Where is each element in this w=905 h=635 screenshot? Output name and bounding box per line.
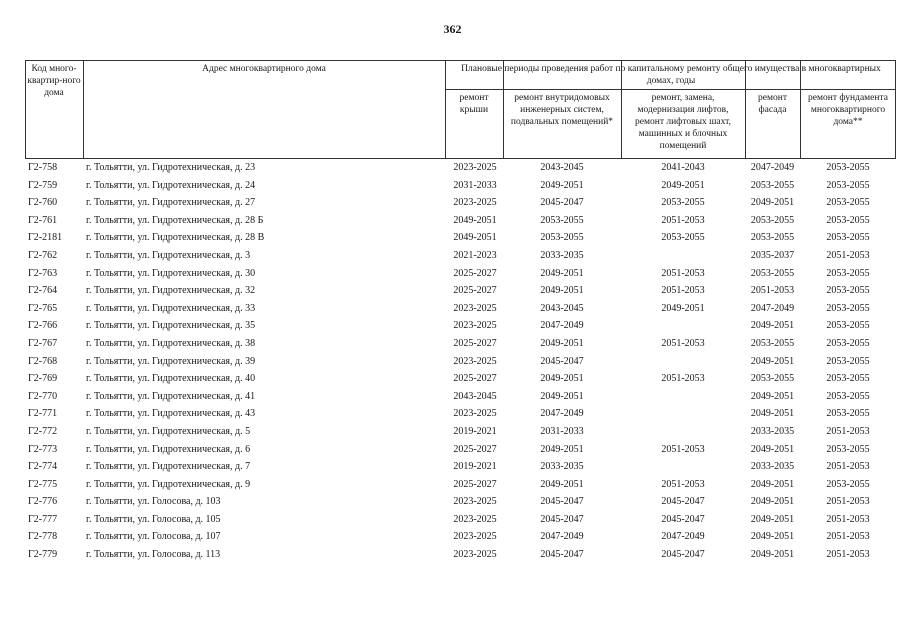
cell-lifts: 2053-2055 xyxy=(661,232,705,244)
table-row xyxy=(25,458,896,476)
cell-code: Г2-2181 xyxy=(28,232,63,244)
cell-code: Г2-759 xyxy=(28,179,58,191)
table-row xyxy=(25,370,896,388)
cell-address: г. Тольятти, ул. Гидротехническая, д. 3 xyxy=(86,249,251,261)
cell-address: г. Тольятти, ул. Гидротехническая, д. 23 xyxy=(86,162,256,173)
table-row xyxy=(25,353,896,371)
cell-engineering: 2053-2055 xyxy=(540,232,584,244)
cell-code: Г2-768 xyxy=(28,355,58,367)
cell-code: Г2-767 xyxy=(28,337,58,349)
table-body xyxy=(25,159,896,564)
cell-address: г. Тольятти, ул. Гидротехническая, д. 41 xyxy=(86,390,256,402)
header-lifts: ремонт, замена, модернизация лифтов, ремонт лифтовых шахт, машинных и блочных помещений xyxy=(635,93,731,151)
cell-code: Г2-774 xyxy=(28,461,58,473)
cell-code: Г2-773 xyxy=(28,443,58,455)
cell-address: г. Тольятти, ул. Гидротехническая, д. 35 xyxy=(86,320,256,332)
cell-engineering: 2031-2033 xyxy=(540,425,584,437)
cell-facade: 2049-2051 xyxy=(750,320,795,332)
cell-address: г. Тольятти, ул. Гидротехническая, д. 5 xyxy=(86,425,251,437)
cell-address: г. Тольятти, ул. Гидротехническая, д. 27 xyxy=(86,197,256,209)
cell-engineering: 2049-2051 xyxy=(540,478,584,490)
cell-roof: 2049-2051 xyxy=(453,214,497,226)
table-row xyxy=(25,441,896,459)
cell-foundation: 2053-2055 xyxy=(826,320,870,332)
cell-code: Г2-779 xyxy=(28,549,58,561)
cell-lifts: 2051-2053 xyxy=(661,478,705,490)
header-engineering: ремонт внутридомовых инженерных систем, подвальных помещений* xyxy=(510,93,614,127)
cell-address: г. Тольятти, ул. Гидротехническая, д. 6 xyxy=(86,443,251,455)
cell-facade: 2033-2035 xyxy=(750,461,795,473)
table-row xyxy=(25,423,896,441)
cell-facade: 2049-2051 xyxy=(750,513,795,525)
cell-code: Г2-772 xyxy=(28,425,58,437)
table-row xyxy=(25,388,896,406)
table-row xyxy=(25,229,896,247)
cell-code: Г2-766 xyxy=(28,320,58,332)
cell-lifts: 2053-2055 xyxy=(661,197,705,209)
cell-engineering: 2043-2045 xyxy=(540,162,584,173)
cell-roof: 2019-2021 xyxy=(453,425,497,437)
cell-lifts: 2051-2053 xyxy=(661,443,705,455)
cell-address: г. Тольятти, ул. Гидротехническая, д. 30 xyxy=(86,267,256,279)
table-row xyxy=(25,247,896,265)
cell-facade: 2033-2035 xyxy=(750,425,795,437)
cell-engineering: 2049-2051 xyxy=(540,179,584,191)
table-row xyxy=(25,335,896,353)
capital-repair-schedule-table xyxy=(25,60,896,564)
cell-lifts: 2051-2053 xyxy=(661,267,705,279)
cell-lifts: 2045-2047 xyxy=(661,496,705,508)
cell-code: Г2-771 xyxy=(28,408,58,420)
cell-roof: 2019-2021 xyxy=(453,461,497,473)
cell-facade: 2053-2055 xyxy=(750,232,795,244)
cell-code: Г2-769 xyxy=(28,373,58,385)
cell-address: г. Тольятти, ул. Голосова, д. 107 xyxy=(86,531,221,543)
cell-lifts: 2049-2051 xyxy=(661,179,705,191)
table-row xyxy=(25,493,896,511)
cell-engineering: 2045-2047 xyxy=(540,513,584,525)
page-number: 362 xyxy=(443,22,462,36)
cell-lifts: 2051-2053 xyxy=(661,373,705,385)
cell-roof: 2025-2027 xyxy=(453,478,497,490)
table-row xyxy=(25,265,896,283)
header-facade: ремонт фасада xyxy=(758,93,787,115)
header-periods: Плановые периоды проведения работ по капитальному ремонту общего имущества в многоквартирных домах, годы xyxy=(461,64,881,86)
header-address: Адрес многоквартирного дома xyxy=(202,64,326,74)
cell-lifts: 2051-2053 xyxy=(661,337,705,349)
cell-engineering: 2045-2047 xyxy=(540,197,584,209)
cell-facade: 2053-2055 xyxy=(750,267,795,279)
cell-foundation: 2053-2055 xyxy=(826,179,870,191)
cell-address: г. Тольятти, ул. Гидротехническая, д. 32 xyxy=(86,285,256,297)
cell-address: г. Тольятти, ул. Гидротехническая, д. 7 xyxy=(86,461,251,473)
cell-address: г. Тольятти, ул. Гидротехническая, д. 39 xyxy=(86,355,256,367)
cell-code: Г2-770 xyxy=(28,390,58,402)
header-roof: ремонт крыши xyxy=(459,93,489,115)
cell-facade: 2049-2051 xyxy=(750,408,795,420)
cell-facade: 2049-2051 xyxy=(750,496,795,508)
cell-lifts: 2051-2053 xyxy=(661,285,705,297)
cell-lifts: 2047-2049 xyxy=(661,531,705,543)
cell-foundation: 2053-2055 xyxy=(826,373,870,385)
cell-address: г. Тольятти, ул. Голосова, д. 103 xyxy=(86,496,221,508)
cell-facade: 2049-2051 xyxy=(750,549,795,561)
cell-address: г. Тольятти, ул. Гидротехническая, д. 38 xyxy=(86,337,256,349)
cell-code: Г2-778 xyxy=(28,531,58,543)
cell-roof: 2023-2025 xyxy=(453,197,497,209)
cell-engineering: 2045-2047 xyxy=(540,355,584,367)
cell-address: г. Тольятти, ул. Гидротехническая, д. 33 xyxy=(86,302,256,314)
cell-foundation: 2053-2055 xyxy=(826,162,870,173)
header-foundation: ремонт фундамента многоквартирного дома** xyxy=(808,93,888,127)
cell-engineering: 2049-2051 xyxy=(540,337,584,349)
cell-facade: 2035-2037 xyxy=(750,249,795,261)
cell-roof: 2021-2023 xyxy=(453,249,497,261)
cell-facade: 2049-2051 xyxy=(750,355,795,367)
cell-lifts: 2041-2043 xyxy=(661,162,705,173)
cell-roof: 2023-2025 xyxy=(453,531,497,543)
cell-address: г. Тольятти, ул. Гидротехническая, д. 24 xyxy=(86,179,256,191)
cell-roof: 2023-2025 xyxy=(453,355,497,367)
cell-code: Г2-758 xyxy=(28,162,58,173)
cell-foundation: 2053-2055 xyxy=(826,355,870,367)
cell-engineering: 2045-2047 xyxy=(540,549,584,561)
cell-facade: 2049-2051 xyxy=(750,531,795,543)
cell-lifts: 2051-2053 xyxy=(661,214,705,226)
cell-facade: 2049-2051 xyxy=(750,443,795,455)
cell-roof: 2023-2025 xyxy=(453,408,497,420)
cell-roof: 2023-2025 xyxy=(453,549,497,561)
cell-lifts: 2045-2047 xyxy=(661,549,705,561)
cell-foundation: 2053-2055 xyxy=(826,302,870,314)
cell-roof: 2025-2027 xyxy=(453,267,497,279)
cell-engineering: 2049-2051 xyxy=(540,285,584,297)
cell-engineering: 2049-2051 xyxy=(540,390,584,402)
cell-roof: 2043-2045 xyxy=(453,390,497,402)
cell-foundation: 2053-2055 xyxy=(826,232,870,244)
cell-engineering: 2047-2049 xyxy=(540,320,584,332)
cell-foundation: 2053-2055 xyxy=(826,443,870,455)
cell-facade: 2053-2055 xyxy=(750,214,795,226)
cell-code: Г2-776 xyxy=(28,496,58,508)
cell-foundation: 2051-2053 xyxy=(826,513,870,525)
cell-foundation: 2053-2055 xyxy=(826,197,870,209)
cell-roof: 2049-2051 xyxy=(453,232,497,244)
cell-roof: 2031-2033 xyxy=(453,179,497,191)
cell-lifts: 2049-2051 xyxy=(661,302,705,314)
cell-facade: 2053-2055 xyxy=(750,179,795,191)
cell-foundation: 2051-2053 xyxy=(826,249,870,261)
cell-code: Г2-777 xyxy=(28,513,58,525)
cell-engineering: 2049-2051 xyxy=(540,443,584,455)
cell-facade: 2047-2049 xyxy=(750,162,795,173)
cell-engineering: 2033-2035 xyxy=(540,249,584,261)
cell-code: Г2-762 xyxy=(28,249,58,261)
cell-roof: 2025-2027 xyxy=(453,337,497,349)
cell-lifts: 2045-2047 xyxy=(661,513,705,525)
table-row xyxy=(25,317,896,335)
cell-foundation: 2053-2055 xyxy=(826,408,870,420)
table-row xyxy=(25,159,896,177)
cell-address: г. Тольятти, ул. Голосова, д. 113 xyxy=(86,549,221,561)
cell-foundation: 2051-2053 xyxy=(826,496,870,508)
cell-foundation: 2053-2055 xyxy=(826,478,870,490)
cell-foundation: 2053-2055 xyxy=(826,285,870,297)
table-row xyxy=(25,476,896,494)
cell-code: Г2-765 xyxy=(28,302,58,314)
cell-roof: 2025-2027 xyxy=(453,373,497,385)
cell-foundation: 2051-2053 xyxy=(826,531,870,543)
cell-address: г. Тольятти, ул. Голосова, д. 105 xyxy=(86,513,221,525)
cell-roof: 2025-2027 xyxy=(453,443,497,455)
cell-foundation: 2051-2053 xyxy=(826,549,870,561)
cell-engineering: 2047-2049 xyxy=(540,531,584,543)
cell-address: г. Тольятти, ул. Гидротехническая, д. 28 В xyxy=(86,232,265,244)
table-row xyxy=(25,511,896,529)
cell-roof: 2023-2025 xyxy=(453,302,497,314)
header-code: Код много-квартир-ного дома xyxy=(27,64,81,98)
cell-facade: 2049-2051 xyxy=(750,390,795,402)
cell-foundation: 2051-2053 xyxy=(826,425,870,437)
cell-code: Г2-760 xyxy=(28,197,58,209)
cell-address: г. Тольятти, ул. Гидротехническая, д. 43 xyxy=(86,408,256,420)
cell-facade: 2053-2055 xyxy=(750,337,795,349)
cell-engineering: 2053-2055 xyxy=(540,214,584,226)
cell-foundation: 2051-2053 xyxy=(826,461,870,473)
cell-roof: 2023-2025 xyxy=(453,320,497,332)
table-row xyxy=(25,300,896,318)
cell-facade: 2049-2051 xyxy=(750,197,795,209)
cell-address: г. Тольятти, ул. Гидротехническая, д. 9 xyxy=(86,478,251,490)
cell-facade: 2049-2051 xyxy=(750,478,795,490)
cell-code: Г2-764 xyxy=(28,285,58,297)
cell-engineering: 2043-2045 xyxy=(540,302,584,314)
cell-code: Г2-761 xyxy=(28,214,58,226)
cell-engineering: 2049-2051 xyxy=(540,373,584,385)
table-row xyxy=(25,528,896,546)
cell-code: Г2-775 xyxy=(28,478,58,490)
cell-facade: 2047-2049 xyxy=(750,302,795,314)
table-row xyxy=(25,194,896,212)
cell-engineering: 2047-2049 xyxy=(540,408,584,420)
cell-engineering: 2049-2051 xyxy=(540,267,584,279)
cell-address: г. Тольятти, ул. Гидротехническая, д. 28 Б xyxy=(86,214,264,226)
table-row xyxy=(25,282,896,300)
cell-foundation: 2053-2055 xyxy=(826,390,870,402)
cell-facade: 2051-2053 xyxy=(750,285,795,297)
cell-roof: 2023-2025 xyxy=(453,496,497,508)
table-row xyxy=(25,212,896,230)
cell-engineering: 2033-2035 xyxy=(540,461,584,473)
cell-foundation: 2053-2055 xyxy=(826,267,870,279)
cell-engineering: 2045-2047 xyxy=(540,496,584,508)
table-row xyxy=(25,546,896,564)
cell-foundation: 2053-2055 xyxy=(826,337,870,349)
cell-address: г. Тольятти, ул. Гидротехническая, д. 40 xyxy=(86,373,256,385)
cell-roof: 2023-2025 xyxy=(453,513,497,525)
table-row xyxy=(25,177,896,195)
table-header xyxy=(25,60,896,159)
cell-roof: 2023-2025 xyxy=(453,162,497,173)
cell-facade: 2053-2055 xyxy=(750,373,795,385)
cell-foundation: 2053-2055 xyxy=(826,214,870,226)
cell-roof: 2025-2027 xyxy=(453,285,497,297)
cell-code: Г2-763 xyxy=(28,267,58,279)
table-row xyxy=(25,405,896,423)
